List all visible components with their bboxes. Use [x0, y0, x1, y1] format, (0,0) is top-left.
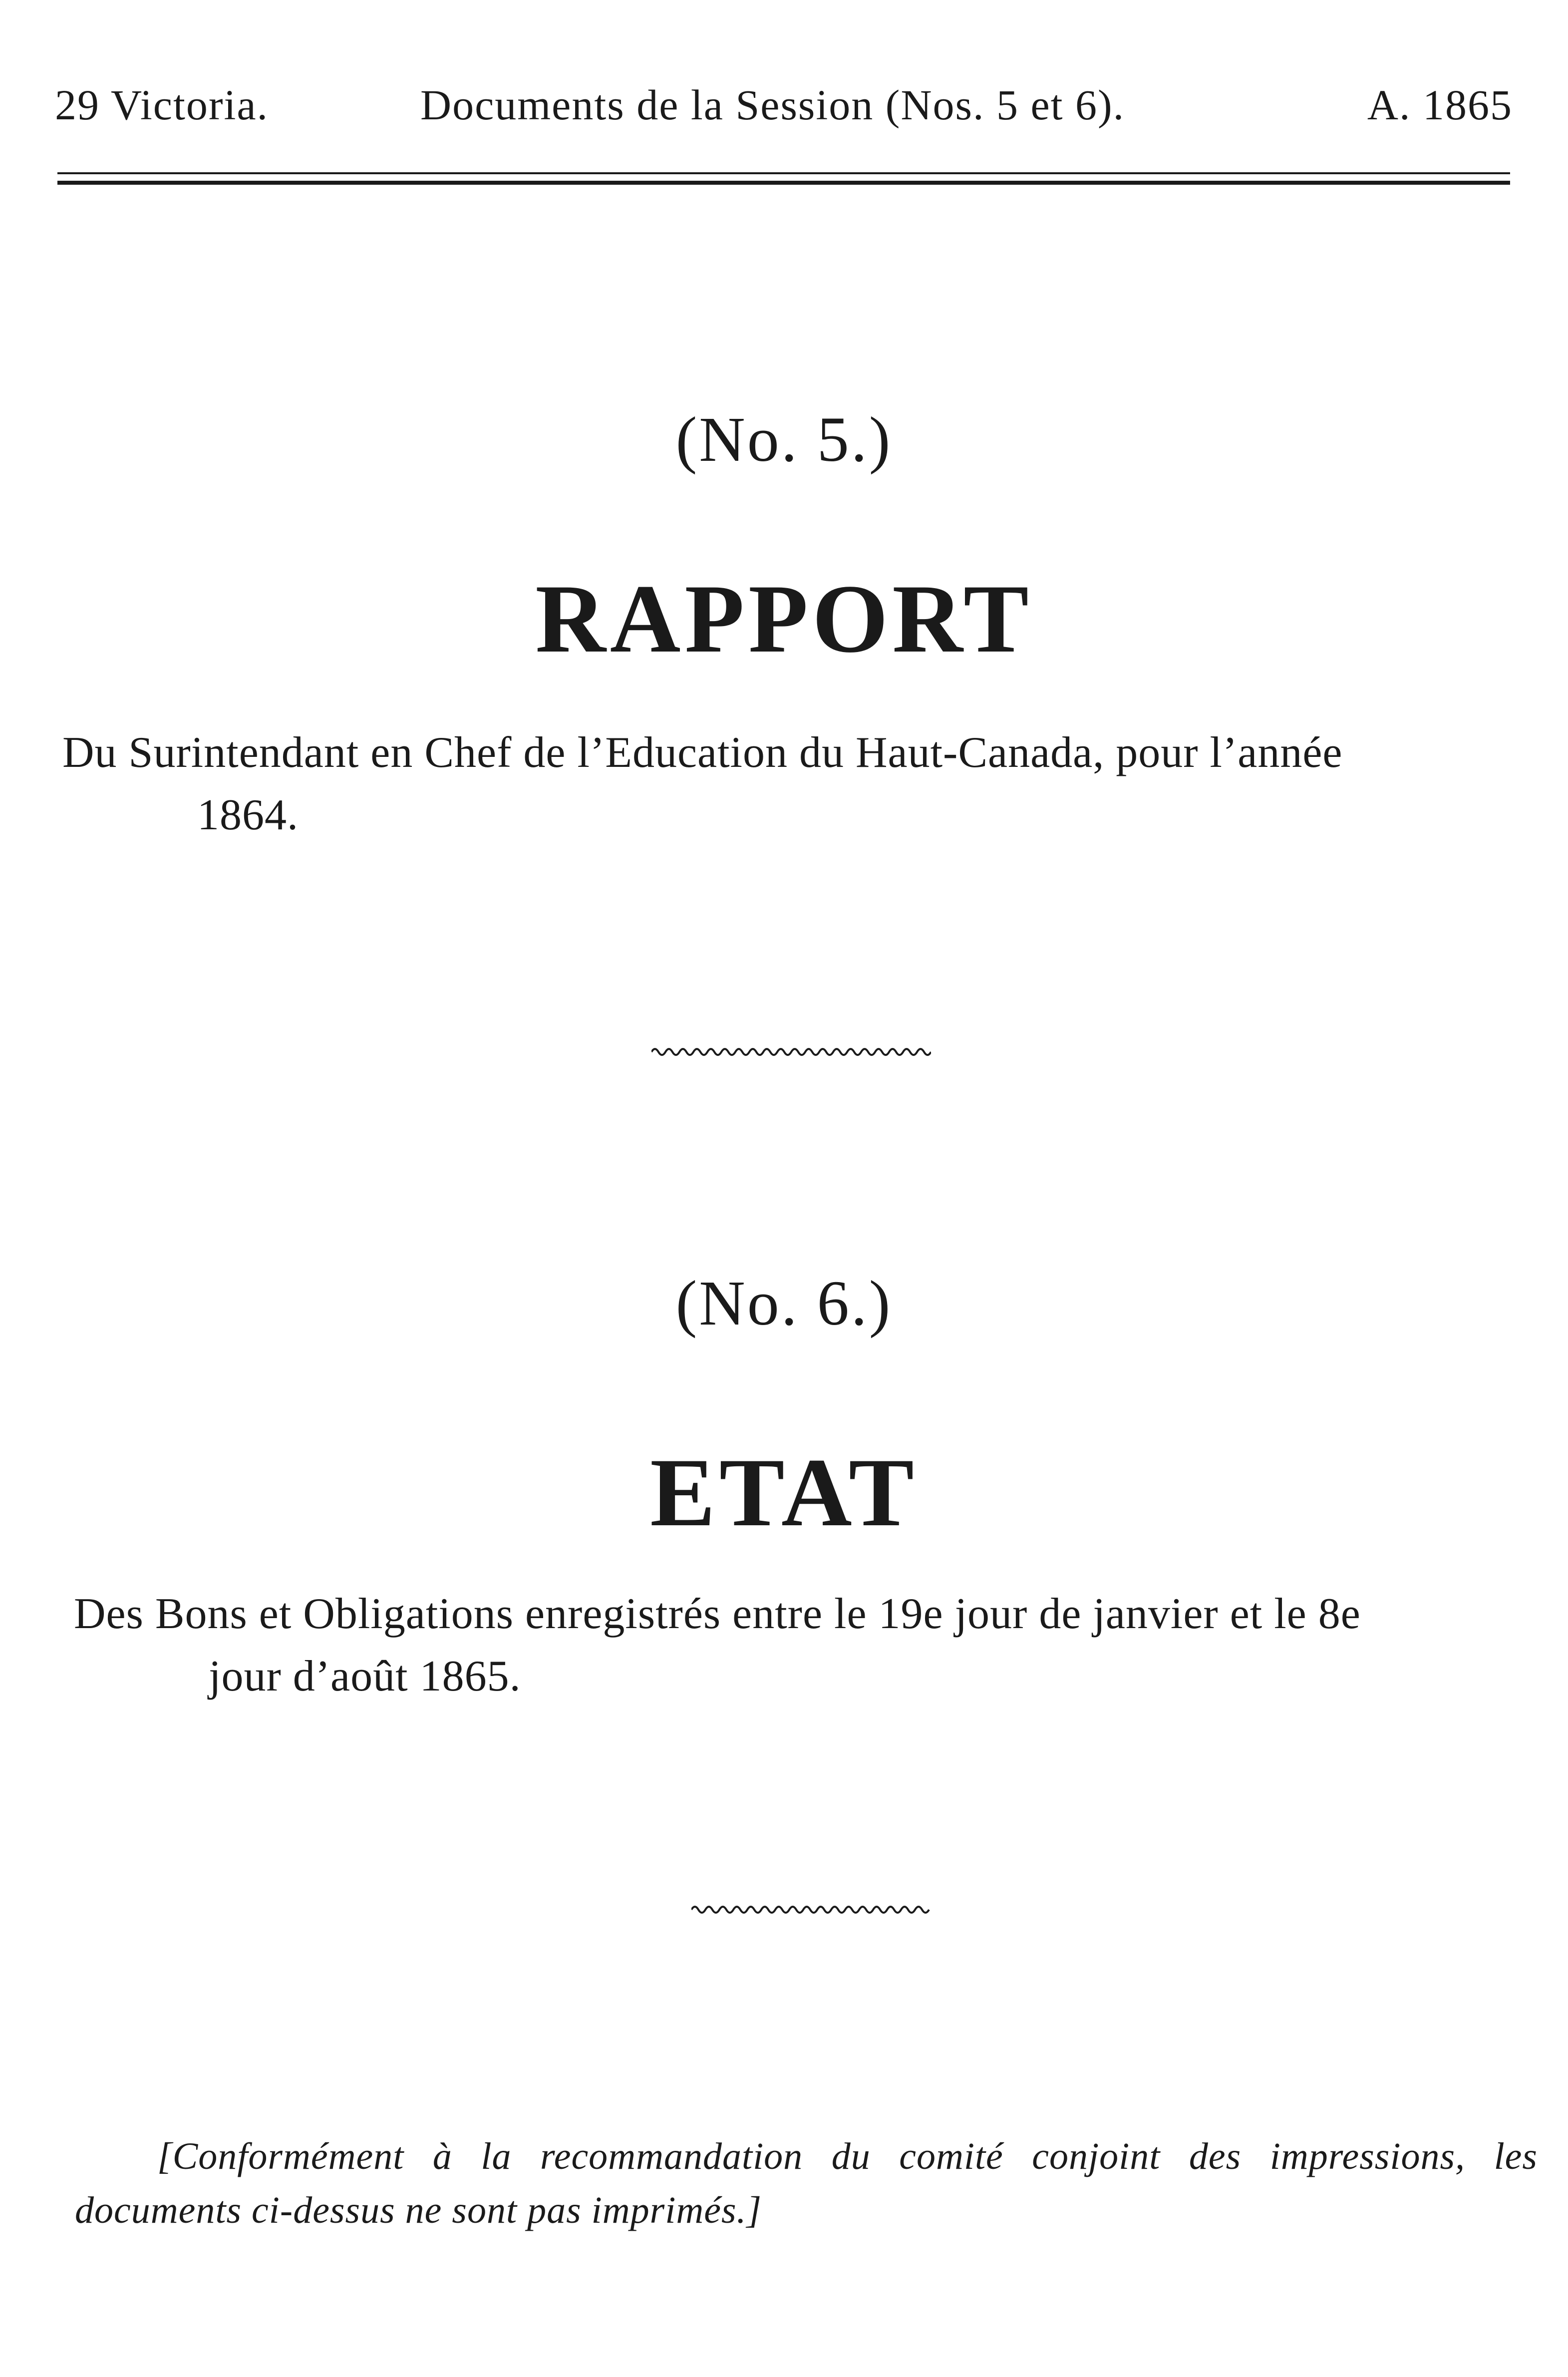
doc6-description-line2: jour d’août 1865.: [209, 1652, 521, 1700]
header-regnal-year: 29 Victoria.: [55, 81, 269, 129]
footnote-line1: [Conformément à la recommandation du comité conjoint des impressions, les: [157, 2135, 1538, 2177]
doc5-heading: RAPPORT: [535, 565, 1033, 673]
doc6-description: [74, 1583, 1519, 1707]
header-title: Documents de la Session (Nos. 5 et 6).: [420, 81, 1125, 129]
header-rule-thick: [57, 181, 1510, 185]
doc6-number: (No. 6.): [675, 1268, 893, 1339]
header-year: A. 1865: [1367, 81, 1513, 129]
wavy-divider-1: [651, 1044, 931, 1059]
footnote: [75, 2129, 1538, 2237]
doc5-description-line1: Du Surintendant en Chef de l’Education du Haut-Canada, pour l’année: [62, 728, 1343, 777]
doc6-description-line1: Des Bons et Obligations enregistrés entre le 19e jour de janvier et le 8e: [74, 1590, 1361, 1638]
running-header: [55, 75, 1513, 135]
doc5-description-line2: 1864.: [197, 791, 299, 839]
doc5-number: (No. 5.): [675, 404, 893, 475]
wavy-divider-2: [691, 1902, 931, 1917]
doc6-heading: ETAT: [650, 1438, 918, 1547]
header-rule-thin: [57, 172, 1510, 174]
doc5-description: [62, 721, 1525, 846]
footnote-line2: documents ci-dessus ne sont pas imprimés.]: [75, 2189, 762, 2231]
